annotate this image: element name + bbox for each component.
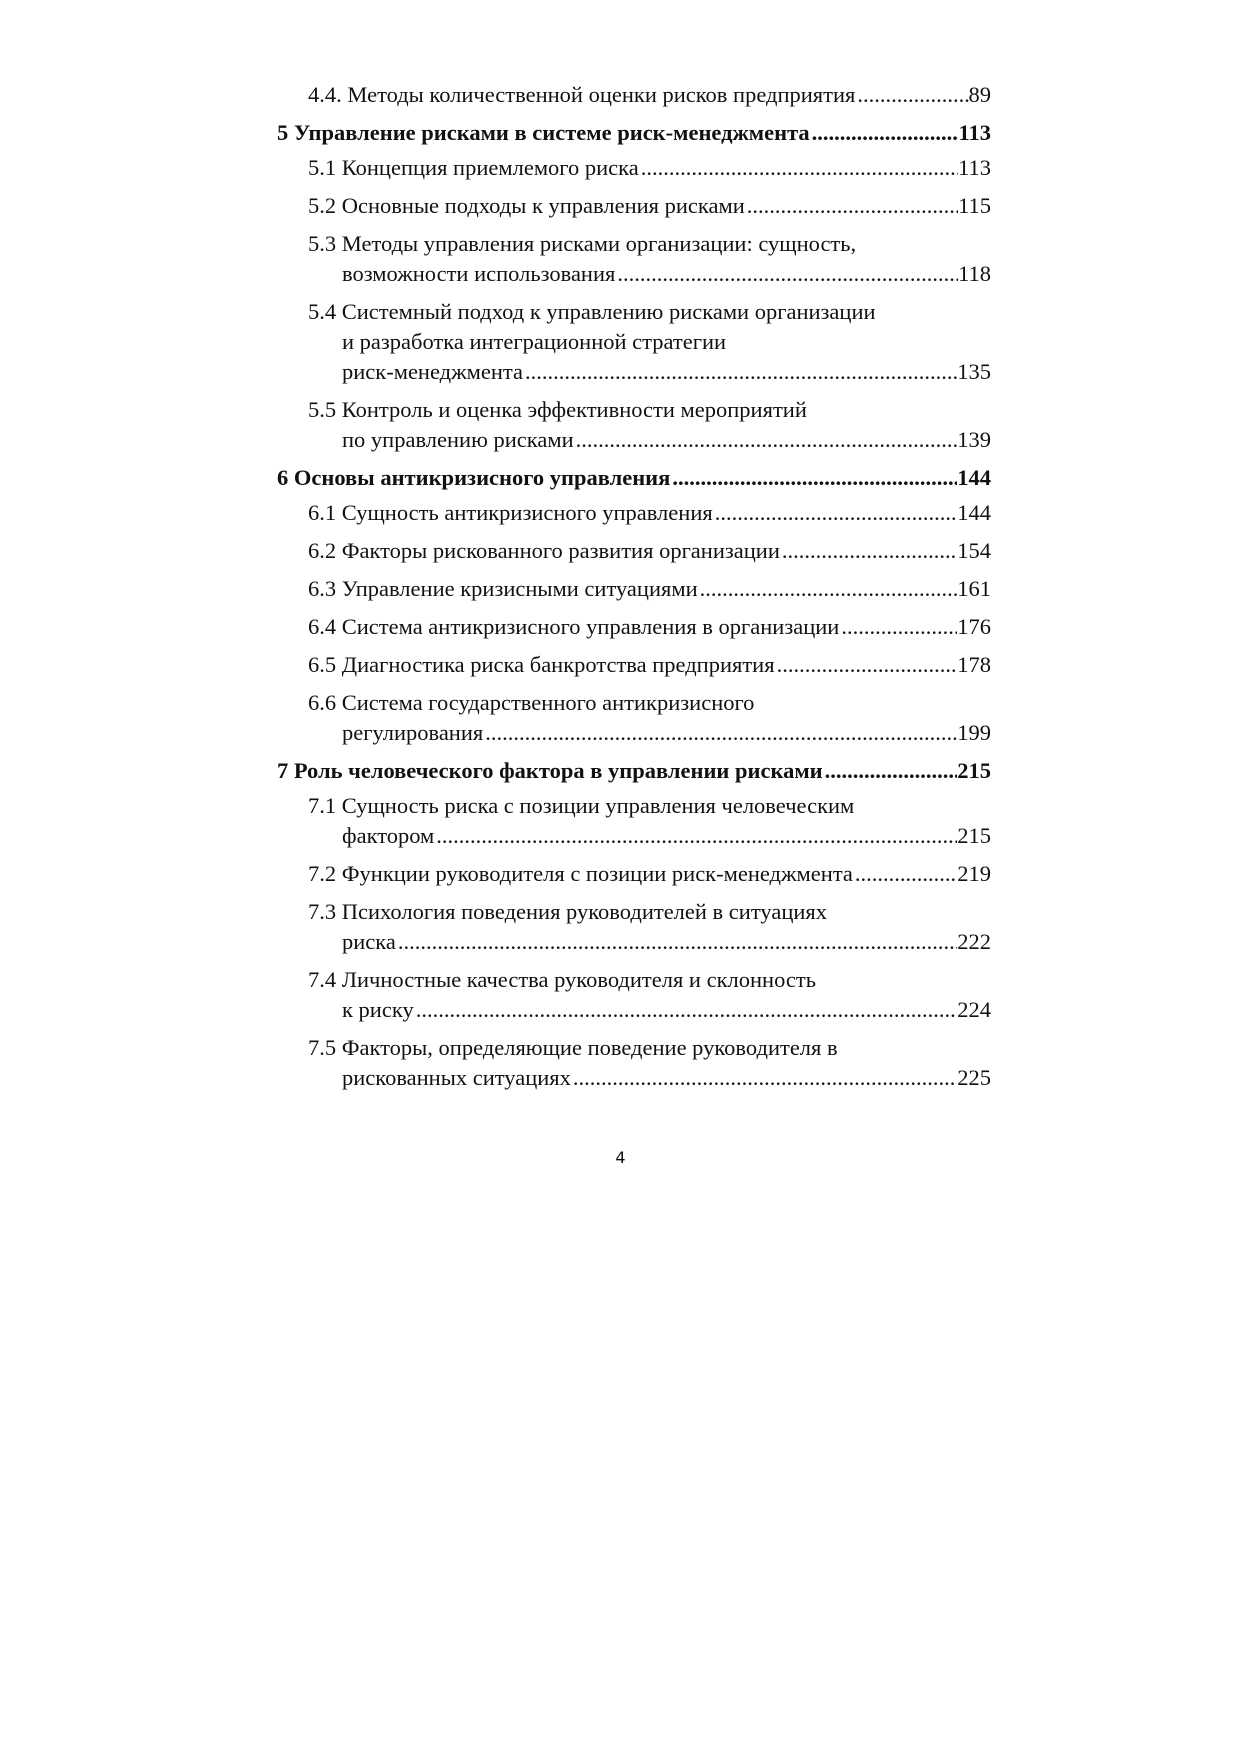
toc-entry-row xyxy=(308,259,991,289)
toc-chapter-entry[interactable] xyxy=(277,118,991,148)
toc-entry-title-line: 7.3 Психология поведения руководителей в ситуациях xyxy=(308,899,827,924)
toc-page-number: 135 xyxy=(957,359,991,384)
dot-leader xyxy=(853,859,957,889)
toc-entry-title: 6.1 Сущность антикризисного управления xyxy=(308,500,713,525)
dot-leader xyxy=(574,425,958,455)
dot-leader xyxy=(483,718,957,748)
toc-chapter-entry[interactable] xyxy=(277,756,991,786)
dot-leader xyxy=(839,612,957,642)
toc-entry-row xyxy=(308,357,991,387)
dot-leader xyxy=(615,259,958,289)
dot-leader xyxy=(780,536,957,566)
toc-entry-title-line: 5.3 Методы управления рисками организации: сущность, xyxy=(308,231,857,256)
toc-section-entry[interactable] xyxy=(308,191,991,221)
dot-leader xyxy=(639,153,958,183)
toc-entry-row xyxy=(308,1063,991,1093)
toc-entry-title: 6 Основы антикризисного управления xyxy=(277,465,671,490)
toc-entry-title-line: 5.4 Системный подход к управлению рисками организации xyxy=(308,299,876,324)
table-of-contents xyxy=(277,80,991,1101)
toc-entry-title: 7 Роль человеческого фактора в управлении рисками xyxy=(277,758,823,783)
toc-section-entry[interactable] xyxy=(308,650,991,680)
dot-leader xyxy=(434,821,957,851)
toc-entry-title-line: 5.5 Контроль и оценка эффективности мероприятий xyxy=(308,397,807,422)
toc-section-entry[interactable] xyxy=(308,80,991,110)
toc-entry-title: риска xyxy=(342,929,396,954)
toc-entry-title: 6.2 Факторы рискованного развития организации xyxy=(308,538,780,563)
toc-page-number: 118 xyxy=(958,261,991,286)
toc-page-number: 161 xyxy=(957,576,991,601)
dot-leader xyxy=(670,463,957,493)
toc-entry-title-line: 7.4 Личностные качества руководителя и склонность xyxy=(308,967,816,992)
toc-entry-title: 4.4. Методы количественной оценки рисков предприятия xyxy=(308,82,856,107)
dot-leader xyxy=(396,927,957,957)
toc-page-number: 89 xyxy=(968,82,991,107)
toc-section-entry[interactable] xyxy=(308,574,991,604)
toc-entry-row xyxy=(308,191,991,221)
dot-leader xyxy=(698,574,958,604)
toc-section-entry[interactable] xyxy=(308,536,991,566)
toc-page-number: 144 xyxy=(957,465,991,490)
toc-page-number: 113 xyxy=(958,155,991,180)
toc-section-entry[interactable] xyxy=(308,859,991,889)
toc-page-number: 176 xyxy=(957,614,991,639)
toc-page-number: 224 xyxy=(957,997,991,1022)
toc-page-number: 139 xyxy=(957,427,991,452)
toc-entry-title: регулирования xyxy=(342,720,484,745)
toc-entry-title: 6.3 Управление кризисными ситуациями xyxy=(308,576,698,601)
toc-section-entry[interactable] xyxy=(308,1033,991,1093)
toc-entry-title: возможности использования xyxy=(342,261,616,286)
dot-leader xyxy=(775,650,958,680)
toc-entry-row xyxy=(308,612,991,642)
toc-page-number: 219 xyxy=(957,861,991,886)
toc-entry-row xyxy=(308,153,991,183)
toc-section-entry[interactable] xyxy=(308,498,991,528)
toc-entry-title-line: и разработка интеграционной стратегии xyxy=(342,329,727,354)
toc-entry-row xyxy=(308,927,991,957)
toc-entry-row xyxy=(308,650,991,680)
toc-entry-title: к риску xyxy=(342,997,414,1022)
toc-chapter-entry[interactable] xyxy=(277,463,991,493)
toc-page-number: 225 xyxy=(957,1065,991,1090)
toc-section-entry[interactable] xyxy=(308,897,991,957)
toc-entry-title-line: 7.5 Факторы, определяющие поведение руководителя в xyxy=(308,1035,838,1060)
page-number: 4 xyxy=(615,1148,626,1167)
toc-section-entry[interactable] xyxy=(308,612,991,642)
toc-page-number: 115 xyxy=(958,193,991,218)
toc-section-entry[interactable] xyxy=(308,688,991,748)
toc-page-number: 215 xyxy=(957,758,991,783)
toc-entry-title: 5.2 Основные подходы к управления рисками xyxy=(308,193,745,218)
toc-entry-row xyxy=(308,574,991,604)
toc-entry-row xyxy=(277,756,991,786)
toc-section-entry[interactable] xyxy=(308,791,991,851)
toc-entry-row xyxy=(308,821,991,851)
toc-page-number: 154 xyxy=(957,538,991,563)
toc-page-number: 144 xyxy=(957,500,991,525)
toc-page-number: 178 xyxy=(957,652,991,677)
toc-entry-title: 6.5 Диагностика риска банкротства предприятия xyxy=(308,652,775,677)
dot-leader xyxy=(855,80,968,110)
toc-section-entry[interactable] xyxy=(308,965,991,1025)
toc-page-number: 199 xyxy=(957,720,991,745)
toc-entry-row xyxy=(308,995,991,1025)
dot-leader xyxy=(810,118,959,148)
toc-entry-title: 5 Управление рисками в системе риск-менеджмента xyxy=(277,120,810,145)
toc-entry-row xyxy=(277,118,991,148)
toc-entry-row xyxy=(308,80,991,110)
toc-section-entry[interactable] xyxy=(308,395,991,455)
toc-section-entry[interactable] xyxy=(308,297,991,387)
toc-entry-title: 7.2 Функции руководителя с позиции риск-менеджмента xyxy=(308,861,853,886)
toc-entry-title-line: 7.1 Сущность риска с позиции управления человеческим xyxy=(308,793,855,818)
toc-entry-title-line: 6.6 Система государственного антикризисного xyxy=(308,690,755,715)
toc-entry-row xyxy=(308,859,991,889)
toc-entry-title: 6.4 Система антикризисного управления в организации xyxy=(308,614,840,639)
toc-page-number: 215 xyxy=(957,823,991,848)
toc-section-entry[interactable] xyxy=(308,229,991,289)
toc-page-number: 222 xyxy=(957,929,991,954)
dot-leader xyxy=(414,995,958,1025)
toc-entry-title: риск-менеджмента xyxy=(342,359,524,384)
toc-section-entry[interactable] xyxy=(308,153,991,183)
toc-entry-row xyxy=(277,463,991,493)
dot-leader xyxy=(523,357,957,387)
toc-entry-row xyxy=(308,718,991,748)
toc-entry-title: фактором xyxy=(342,823,435,848)
dot-leader xyxy=(745,191,958,221)
toc-entry-title: рискованных ситуациях xyxy=(342,1065,571,1090)
dot-leader xyxy=(571,1063,957,1093)
toc-entry-title: по управлению рисками xyxy=(342,427,574,452)
dot-leader xyxy=(823,756,958,786)
toc-entry-title: 5.1 Концепция приемлемого риска xyxy=(308,155,639,180)
toc-page-number: 113 xyxy=(958,120,991,145)
dot-leader xyxy=(713,498,958,528)
toc-entry-row xyxy=(308,498,991,528)
toc-entry-row xyxy=(308,425,991,455)
toc-entry-row xyxy=(308,536,991,566)
